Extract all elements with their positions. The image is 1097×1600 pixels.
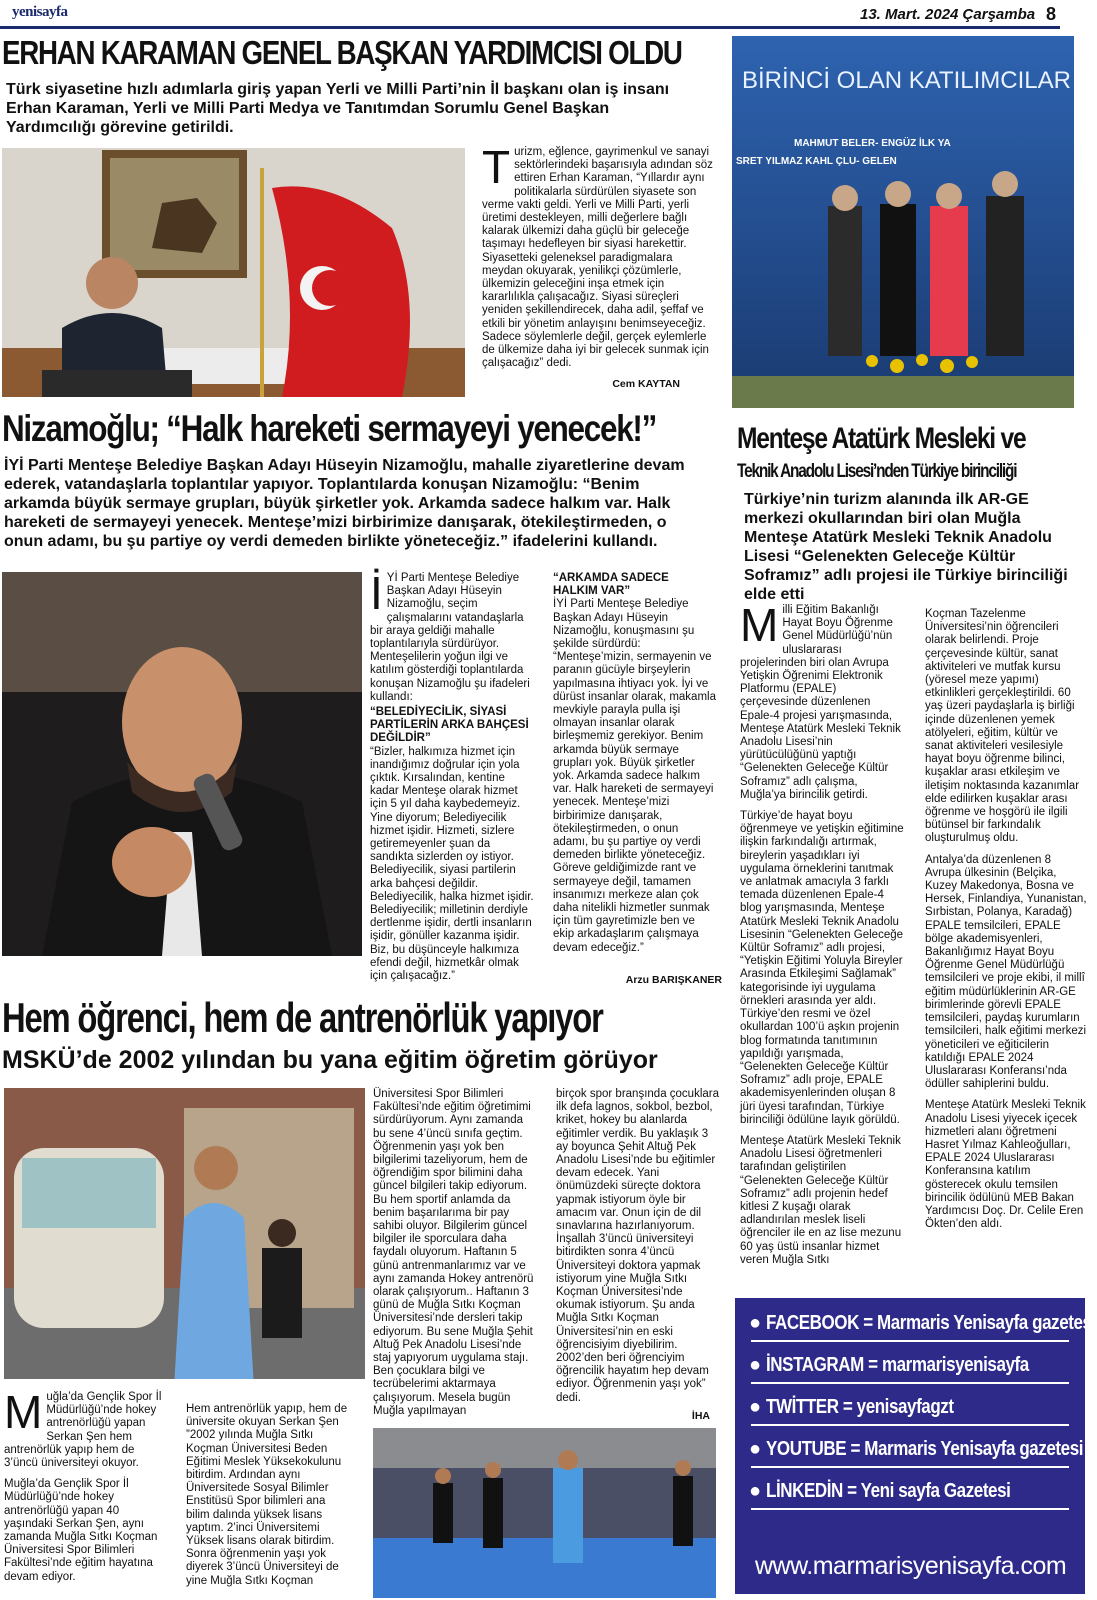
article4-photo-second	[373, 1428, 716, 1598]
article2-col1-p2: “Bizler, halkımıza hizmet için inandığımız doğrular için yola çıktık. Kırsalından, kentine kadar Menteşe olarak hizmet için 5 yıl daha kaybedemeyiz. Yine diyorum; Belediyecilik hizmet işidir. Hizmeti, sizlere getiremeyenler şuan da sandıkta sizlerden oy istiyor. Belediyecilik, siyasi partilerin arka bahçesi değildir. Belediyecilik, halka hizmet işidir. Belediyecilik; milletinin derdiyle dertlenme işidir, dertli insanların işidir, gönüller kazanma işidir. Biz, bu düşünceyle halkımıza efendi değil, hizmetkâr olmak için çalışacağız.”	[370, 745, 534, 983]
office-portrait-image	[2, 148, 465, 397]
issue-date: 13. Mart. 2024 Çarşamba	[860, 6, 1036, 23]
article4-col1-p1: uğla’da Gençlik Spor İl Müdürlüğü’nde hokey antrenörlüğü yapan Serkan Şen hem antrenörlük yapıp hem de 3’üncü üniversiteyi okuyor.	[4, 1391, 162, 1470]
article3-headline2: Teknik Anadolu Lisesi’nden Türkiye birinciliği	[737, 460, 1017, 482]
article4-col2	[186, 1403, 351, 1596]
article1-headline: ERHAN KARAMAN GENEL BAŞKAN YARDIMCISI OLDU	[2, 34, 682, 71]
article3-col1-p3: Menteşe Atatürk Mesleki Teknik Anadolu Lisesi öğretmenleri tarafından geliştirilen “Gelenekten Geleceğe Kültür Soframız” adlı projenin hedef kitlesi Z kuşağı olarak adlandırılan meslek liseli öğrenciler ile en az lise mezunu 60 yaş üstü insanlar hizmet veren Muğla Sıtkı	[740, 1134, 902, 1266]
article4-col3	[373, 1088, 536, 1426]
divider	[751, 1382, 1069, 1384]
article3-col2-p1: Koçman Tazelenme Üniversitesi’nin öğrencileri olarak belirlendi. Proje çerçevesinde kültür, sanat aktiviteleri ve mutfak kursu (yöresel meze yapımı) etkinlikleri gerçekleştirildi. 60 yaş üzeri paydaşlarla iş birliği içinde düzenlenen yemek atölyeleri, eğitim, kültür ve sanat aktiviteleri vesilesiyle hayat boyu öğrenme bilinci, kuşaklar arası etkileşim ve iletişim noktasında kazanımlar elde edilirken kuşaklar arası öğrenme ve hoşgörü ile ilgili bütünsel bir farkındalık oluşturulmuş oldu.	[925, 608, 1080, 845]
article3-col1-p1: illi Eğitim Bakanlığı Hayat Boyu Öğrenme Genel Müdürlüğü’nün uluslararası projelerinden biri olan Avrupa Yetişkin Öğrenimi Elektronik Platformu (EPALE) çerçevesinde düzenlenen Epale-4 projesi yarışmasında, Menteşe Atatürk Mesleki Teknik Anadolu Lisesi’nin yürütücülüğünü yaptığı “Gelenekten Geleceğe Kültür Soframız” adlı çalışma, Muğla’ya birincilik getirdi.	[740, 604, 901, 801]
article4-photo-main	[4, 1088, 365, 1379]
social-twitter-link[interactable]: ● TWİTTER = yenisayfagzt	[749, 1396, 954, 1418]
article1-photo	[2, 148, 465, 397]
article3-lead: Türkiye’nin turizm alanında ilk AR-GE merkezi okullarından biri olan Muğla Menteşe Atatürk Mesleki Teknik Anadolu Lisesi “Gelenekten Geleceğe Kültür Soframız” adlı projesi ile Türkiye birinciliği elde etti	[744, 491, 1068, 603]
instagram-label: İNSTAGRAM = marmarisyenisayfa	[765, 1354, 1029, 1376]
divider	[751, 1508, 1069, 1510]
article4-headline: Hem öğrenci, hem de antrenörlük yapıyor	[2, 994, 603, 1041]
article3-col2	[925, 608, 1087, 1239]
article3-col1	[740, 599, 905, 1275]
article3-col2-p2: Antalya’da düzenlenen 8 Avrupa ülkesinin (Belçika, Kuzey Makedonya, Bosna ve Hersek, Finlandiya, Yunanistan, Sırbistan, Polanya, Karadağ) EPALE temsilcileri, EPALE bölge akademisyenleri, Bakanlığımız Hayat Boyu Öğrenme Genel Müdürlüğü temsilcileri ve proje ekibi, il millî eğitim müdürlüklerinin AR-GE birimlerinde görevli EPALE temsilcileri, paydaş kurumların temsilcileri, halk eğitimi merkezi yöneticileri ve eğiticilerin katıldığı EPALE 2024 Uluslararası Konferansı’nda ödüller sahiplerini buldu.	[925, 853, 1087, 1091]
article2-headline: Nizamoğlu; “Halk hareketi sermayeyi yenecek!”	[2, 408, 657, 449]
dropcap: M	[740, 599, 779, 651]
article2-col2-p1: İYİ Parti Menteşe Belediye Başkan Adayı Hüseyin Nizamoğlu, konuşmasını şu şekilde sürdürdü: “Menteşe’mizin, sermayenin ve paranın gücüyle birşeylerin yapılmasına ihtiyacı yok. İyi ve dürüst insanlar olarak, makamla mevkiyle parayla pulla işi olmayan insanlar olarak birleşmemiz gerekiyor. Benim arkamda büyük sermaye grupları yok. Büyük şirketler yok. Arkamda sadece halkım var. Halk hareketi de sermayeyi yenecek. Menteşe’mizi birbirimize danışarak, ötekileştirmeden, o onun adamı, bu şu partiye oy verdi demeden birlikte yöneteceğiz. Göreve geldiğimizde rant ve sermayeye değil, tamamen insanımızı merkeze alan çok daha nitelikli hizmetler sunmak için tüm gayretimizle ben ve ekip arkadaşlarım çalışmaya devam edeceğiz.”	[553, 598, 716, 954]
article1-body	[482, 141, 714, 370]
article1-byline: Cem KAYTAN	[612, 378, 680, 390]
article2-subhead1: “BELEDİYECİLİK, SİYASİ PARTİLERİN ARKA BAHÇESİ DEĞİLDİR”	[370, 706, 529, 745]
divider	[751, 1424, 1069, 1426]
social-instagram-link[interactable]: ● İNSTAGRAM = marmarisyenisayfa	[749, 1354, 1029, 1376]
social-facebook-link[interactable]: ● FACEBOOK = Marmaris Yenisayfa gazetesi	[749, 1312, 1096, 1334]
article2-byline: Arzu BARIŞKANER	[625, 974, 722, 986]
dropcap: İ	[370, 567, 383, 619]
award-ceremony-photo	[732, 36, 1074, 408]
hockey-training-image	[373, 1428, 716, 1598]
page-number: 8	[1046, 4, 1057, 24]
article4-subhead: MSKÜ’de 2002 yılından bu yana eğitim öğretim görüyor	[2, 1046, 658, 1074]
article4-byline: İHA	[691, 1410, 710, 1422]
linkedin-label: LİNKEDİN = Yeni sayfa Gazetesi	[765, 1480, 1011, 1502]
article1-lead: Türk siyasetine hızlı adımlarla giriş yapan Yerli ve Milli Parti’nin İl başkanı olan iş insanı Erhan Karaman, Yerli ve Milli Parti Medya ve Tanıtımdan Sorumlu Genel Başkan Yardımcılığı görevine getirildi.	[6, 81, 670, 136]
article4-col1-p2: Muğla’da Gençlik Spor İl Müdürlüğü’nde hokey antrenörlüğü yapan 40 yaşındaki Serkan Şen, aynı zamanda Muğla Sıtkı Koçman Üniversitesi Spor Bilimleri Fakültesi’nde eğitim hayatına devam ediyor.	[4, 1478, 158, 1583]
dropcap: M	[4, 1386, 43, 1438]
masthead	[0, 0, 1097, 30]
newspaper-logo: yenisayfa	[12, 4, 68, 20]
banner-line1: MAHMUT BELER- ENGÜZ İLK YA	[794, 138, 951, 149]
facebook-label: FACEBOOK = Marmaris Yenisayfa gazetesi	[765, 1312, 1096, 1334]
masthead-rule	[0, 26, 1060, 29]
article4-col2-p1: Hem antrenörlük yapıp, hem de üniversite okuyan Serkan Şen ”2002 yılında Muğla Sıtkı Koçman Üniversitesi Beden Eğitimi Meslek Yüksekokulunu bitirdim. Ardından aynı Üniversitede Sosyal Bilimler Enstitüsü Spor bilimleri ana bilim dalında yüksek lisans yaptım. 2’inci Üniversitemi Yüksek lisans olarak bitirdim. Sonra öğrenmenin yaşı yok diyerek 3’üncü Üniversiteyi de yine Muğla Sıtkı Koçman	[186, 1403, 348, 1587]
article1-text: urizm, eğlence, gayrimenkul ve sanayi sektörlerindeki başarısıyla adından söz ettiren Erhan Karaman, “Yıllardır aynı politikalarla sürdürülen siyasete son verme vakti geldi. Yerli ve Milli Parti, yerli üretimi destekleyen, milli değerlere bağlı kalarak ülkemizi daha güçlü bir geleceğe taşımayı hedefleyen bir siyasi harekettir. Siyasetteki geleneksel paradigmalara meydan okuyarak, yenilikçi çözümlerle, ülkemizin geleceğini inşa etmek için kararlılıkla çalışacağız. Siyasi süreçleri yeniden şekillendirecek, daha adil, şeffaf ve etkili bir yönetim anlayışını benimseyeceğiz. Sadece söylemlerle değil, gerçek eylemlerle de ülkemize daha iyi bir gelecek sunmak için çalışacağız” dedi.	[482, 146, 713, 370]
social-media-box	[735, 1298, 1096, 1594]
coaching-gym-image	[4, 1088, 365, 1379]
article4-col4-p1: birçok spor branşında çocuklara ilk defa lagnos, sokbol, bezbol, kriket, hokey bu alanlarda eğitimler verdik. Bu yaklaşık 3 ay boyunca Şehit Altuğ Pek Anadolu Lisesi’nde bu eğitimler devam edecek. Yani önümüzdeki süreçte doktora yapmak istiyorum öyle bir amacım var. Onun için de dil sınavlarına hazırlanıyorum. İnşallah 3’üncü üniversiteyi bitirdikten sonra 4’üncü Üniversiteyi doktora yapmak istiyorum yine Muğla Sıtkı Koçman Üniversitesi’nde okumak istiyorum. Şu anda Muğla Sıtkı Koçman Üniversitesi’nin en eski öğrencisiyim diyebilirim. 2002’den beri öğrenciyim öğrencilik hayatım hep devam ediyor. Öğrenmenin yaşı yok” dedi.	[556, 1088, 719, 1404]
article2-col2	[553, 572, 716, 955]
article3-col2-p3: Menteşe Atatürk Mesleki Teknik Anadolu Lisesi yiyecek içecek hizmetleri alanı öğretmeni Hasret Yılmaz Kahleoğulları, EPALE 2024 Uluslararası Konferansına katılım gösterecek okulu temsilen birincilik ödülünü MEB Bakan Yardımcısı Doç. Dr. Celile Eren Ökten’den aldı.	[925, 1099, 1086, 1231]
banner-text: BİRİNCİ OLAN KATILIMCILAR	[742, 67, 1071, 94]
dropcap: T	[482, 141, 511, 193]
article2-subhead2: “ARKAMDA SADECE HALKIM VAR”	[553, 572, 669, 598]
article3-headline1: Menteşe Atatürk Mesleki ve	[737, 422, 1026, 455]
article2-col1-p1: Yİ Parti Menteşe Belediye Başkan Adayı Hüseyin Nizamoğlu, seçim çalışmalarını vatandaşlarla bir araya geldiği mahalle toplantılarıyla sürdürüyor. Menteşelilerin yoğun ilgi ve katılım gösterdiği toplantılarda konuşan Nizamoğlu şu ifadeleri kullandı:	[370, 572, 530, 703]
article4-col3-p1: Üniversitesi Spor Bilimleri Fakültesi’nde eğitim öğretimimi sürdürüyorum. Aynı zamanda bu sene 4’üncü sınıfa geçtim. Öğrenmenin yaşı yok ben bilgilerimi tazeliyorum, hem de öğrendiğim spor bilimini daha güncel bilgileri takip ediyorum. Bu hem sportif anlamda da benim başarılarıma bir pay sahibi oluyor. Bilgilerim güncel bilgiler ile sporculara daha faydalı oluyorum. Haftanın 5 günü antrenmanlarımız var ve aynı zamanda Hokey antrenörü olarak çalışıyorum.. Haftanın 3 günü de Muğla Sıtkı Koçman Üniversitesi’nde dersleri takip ediyorum. Bu sene Muğla Şehit Altuğ Pek Anadolu Lisesi’nde staj yapıyorum uygulama stajı. Ben çocuklara bilgi ve tecrübelerimi aktarmaya çalışıyorum. Mesela bugün Muğla yapılmayan	[373, 1088, 534, 1417]
banner-line2: SRET YILMAZ KAHL ÇLU- GELEN	[736, 156, 897, 167]
social-youtube-link[interactable]: ● YOUTUBE = Marmaris Yenisayfa gazetesi	[749, 1438, 1083, 1460]
divider	[751, 1466, 1069, 1468]
award-ceremony-image	[732, 36, 1074, 408]
article3-col1-p2: Türkiye’de hayat boyu öğrenmeye ve yetişkin eğitimine ilişkin farkındalığı artırmak, bireylerin yaşadıkları iyi uygulama örneklerini tanıtmak ve anlatmak amacıyla 3 farklı temada düzenlenen Epale-4 blog yarışmasında, Menteşe Atatürk Mesleki Teknik Anadolu Lisesinin “Gelenekten Geleceğe Kültür Soframız” adlı projesi, “Yetişkin Eğitimi Yoluyla Bireyler Arasında Etkileşimi Sağlamak” kategorisinde iyi uygulama örnekleri arasında yer aldı. Türkiye’den resmi ve özel okullardan 100’ü aşkın projenin blog formatında tanıtımının yapıldığı yarışmada, “Gelenekten Geleceğe Kültür Soframız” adlı proje, EPALE akademisyenlerinden oluşan 8 jüri üyesi tarafından, Türkiye birinciliği ödülüne layık görüldü.	[740, 810, 904, 1126]
article2-col1	[370, 567, 536, 983]
social-linkedin-link[interactable]: ● LİNKEDİN = Yeni sayfa Gazetesi	[749, 1480, 1011, 1502]
website-url[interactable]: www.marmarisyenisayfa.com	[755, 1552, 1067, 1580]
speaker-portrait-image	[2, 572, 362, 956]
divider	[751, 1340, 1069, 1342]
twitter-label: TWİTTER = yenisayfagzt	[765, 1396, 954, 1418]
article4-col1	[4, 1386, 169, 1592]
article2-lead: İYİ Parti Menteşe Belediye Başkan Adayı Hüseyin Nizamoğlu, mahalle ziyaretlerine devam ederek, vatandaşlarla toplantılar yapıyor. Toplantılarda konuşan Nizamoğlu: “Benim arkamda büyük sermaye grupları, büyük şirketler yok. Arkamda sadece halkım var. Halk hareketi de sermayeyi yenecek. Menteşe’mizi birbirimize danışarak, ötekileştirmeden, o onun adamı, bu şu partiye oy verdi demeden birlikte yöneteceğiz.” ifadelerini kullandı.	[4, 457, 685, 550]
article4-col4	[556, 1088, 719, 1413]
article2-photo	[2, 572, 362, 956]
youtube-label: YOUTUBE = Marmaris Yenisayfa gazetesi	[765, 1438, 1083, 1460]
